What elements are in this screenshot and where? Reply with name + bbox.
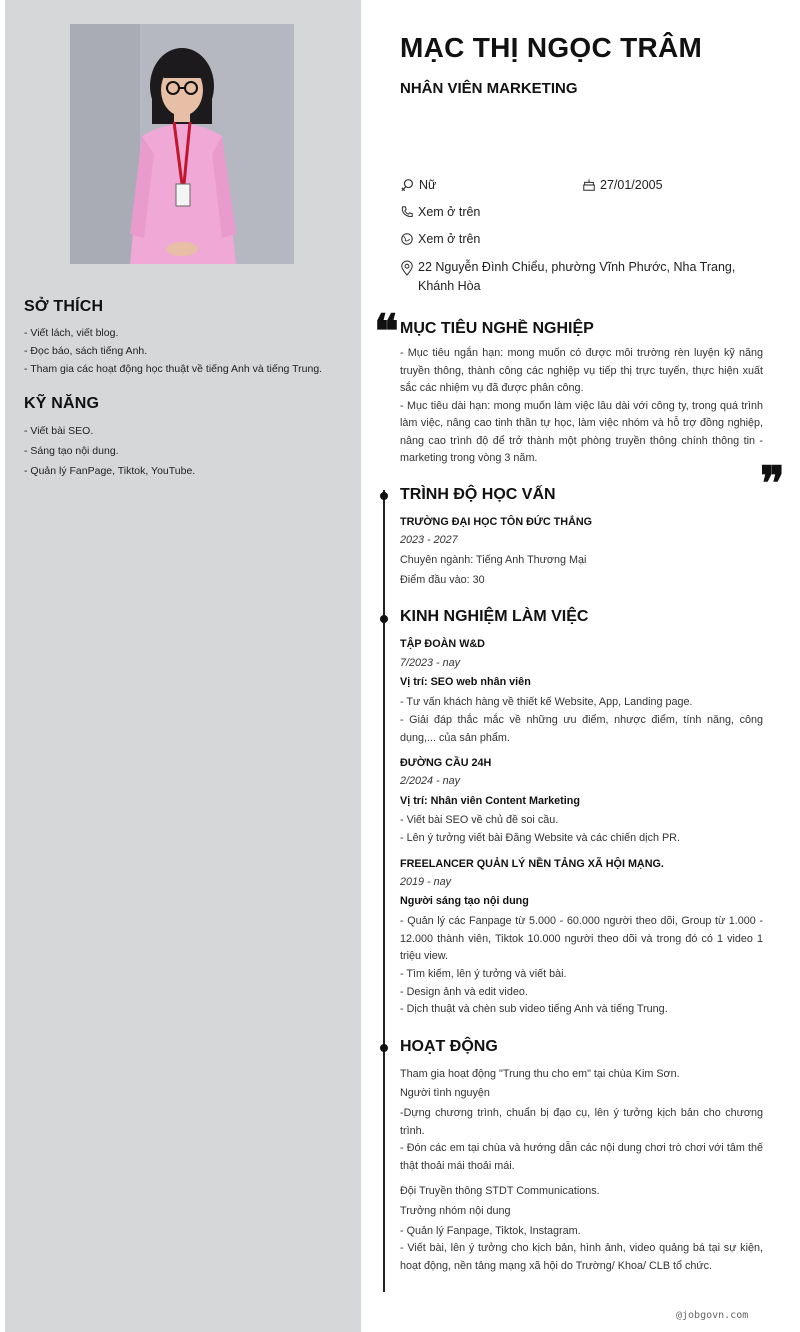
job-period: 2/2024 - nay [400,775,461,787]
skill-item: - Quản lý FanPage, Tiktok, YouTube. [24,465,196,477]
phone-value: Xem ở trên [418,205,481,219]
company-name: ĐƯỜNG CẦU 24H [400,757,492,769]
company-name: FREELANCER QUẢN LÝ NỀN TẢNG XÃ HỘI MẠNG. [400,858,664,870]
job-task: - Tư vấn khách hàng về thiết kế Website, App, Landing page. [400,696,693,708]
education-score: Điểm đầu vào: 30 [400,574,485,586]
hobbies-section [24,298,344,378]
gender-value: Nữ [419,178,437,192]
hobbies-title: SỞ THÍCH [24,298,104,315]
birthdate-row [582,176,663,195]
skill-item: - Viết bài SEO. [24,425,94,437]
activity-task: -Dựng chương trình, chuẩn bị đạo cụ, lên ý tưởng kịch bản cho chương trình. [400,1107,763,1137]
activities-title: HOẠT ĐỘNG [400,1038,498,1055]
objective-title: MỤC TIÊU NGHỀ NGHIỆP [400,320,594,337]
objective-line: - Mục tiêu dài hạn: mong muốn làm việc lâu dài với công ty, trong quá trình làm việc, nâng cao tinh thần tự học, làm việc nhóm và hỗ trợ đồng nghiệp, nâng cao trình độ để trở thành một phòng truyền thông chính thông tin - marketing trong vòng 3 năm. [400,399,763,464]
activity-task: - Quản lý Fanpage, Tiktok, Instagram. [400,1225,581,1237]
job-period: 2019 - nay [400,876,452,888]
education-title: TRÌNH ĐỘ HỌC VẤN [400,486,556,503]
skill-item: - Sáng tạo nội dung. [24,445,119,457]
cake-icon [582,178,596,192]
portrait-image [70,24,294,264]
phone-row [400,203,480,222]
education-major: Chuyên ngành: Tiếng Anh Thương Mại [400,554,587,566]
objective-text [400,345,763,468]
candidate-name: MẠC THỊ NGỌC TRÂM [400,32,703,63]
activity-name: Tham gia hoạt động "Trung thu cho em" tại chùa Kim Sơn. [400,1068,680,1080]
phone-icon [400,205,414,219]
hobby-item: - Viết lách, viết blog. [24,327,119,339]
address-line2: Khánh Hòa [418,279,481,293]
timeline-line [383,490,385,1292]
job-task: - Tìm kiếm, lên ý tưởng và viết bài. [400,968,567,980]
job-task: - Dịch thuật và chèn sub video tiếng Anh và tiếng Trung. [400,1003,668,1015]
open-quote-icon: ❝ [374,304,399,358]
gender-row [400,176,436,195]
activity-name: Đội Truyền thông STDT Communications. [400,1185,600,1197]
objective-line: - Mục tiêu ngắn hạn: mong muốn có được môi trường rèn luyện kỹ năng truyền thông, thành công các nghiệp vụ tiếp thị trực tuyến, thực hiện xuất sắc các nhiệm vụ đã được phân công. [400,347,763,394]
job-task: - Quản lý các Fanpage từ 5.000 - 60.000 người theo dõi, Group từ 1.000 - 12.000 thành viên, Tiktok 10.000 người theo dõi và trong đó có 1 video 1 triệu view. [400,915,763,962]
education-period: 2023 - 2027 [400,534,458,546]
close-quote-icon: ❞ [760,456,785,510]
job-period: 7/2023 - nay [400,657,461,669]
skills-title: KỸ NĂNG [24,395,100,412]
address-row [400,258,745,296]
activity-role: Trưởng nhóm nội dung [400,1205,511,1217]
location-pin-icon [400,260,414,276]
job-position: Vị trí: Nhân viên Content Marketing [400,795,580,807]
job-task: - Viết bài SEO về chủ đề soi cầu. [400,814,559,826]
activity-task: - Đón các em tại chùa và hướng dẫn các nội dung chơi trò chơi với tâm thế thật thoải mái thoải mái. [400,1142,763,1172]
birthdate-value: 27/01/2005 [600,178,663,192]
job-position: Người sáng tạo nội dung [400,895,529,907]
activity-role: Người tình nguyện [400,1087,490,1099]
skills-section [24,395,344,481]
globe-icon [400,232,414,246]
experience-title: KINH NGHIỆM LÀM VIỆC [400,608,589,625]
profile-photo [70,24,294,264]
company-name: TẬP ĐOÀN W&D [400,638,485,650]
school-name: TRƯỜNG ĐẠI HỌC TÔN ĐỨC THẮNG [400,516,593,528]
job-position: Vị trí: SEO web nhân viên [400,676,531,688]
activity-task: - Viết bài, lên ý tưởng cho kịch bản, hình ảnh, video quảng bá tại sự kiện, hoạt động, nền tảng mạng xã hội do Trường/ Khoa/ CLB tổ chức. [400,1242,763,1272]
hobby-item: - Đọc báo, sách tiếng Anh. [24,345,148,357]
job-task: - Lên ý tưởng viết bài Đăng Website và các chiến dịch PR. [400,832,680,844]
timeline-dot [380,1044,388,1052]
timeline-dot [380,492,388,500]
job-task: - Giải đáp thắc mắc về những ưu điểm, nhược điểm, tính năng, công dụng,... của sản phẩm. [400,714,763,744]
website-row [400,230,480,249]
website-value: Xem ở trên [418,232,481,246]
address-line1: 22 Nguyễn Đình Chiểu, phường Vĩnh Phước, Nha Trang, [418,260,736,274]
job-title: NHÂN VIÊN MARKETING [400,80,578,97]
hobby-item: - Tham gia các hoạt động học thuật về tiếng Anh và tiếng Trung. [24,363,323,375]
gender-icon [400,178,415,193]
watermark: @jobgovn.com [676,1310,749,1321]
job-task: - Design ảnh và edit video. [400,986,528,998]
timeline-dot [380,615,388,623]
